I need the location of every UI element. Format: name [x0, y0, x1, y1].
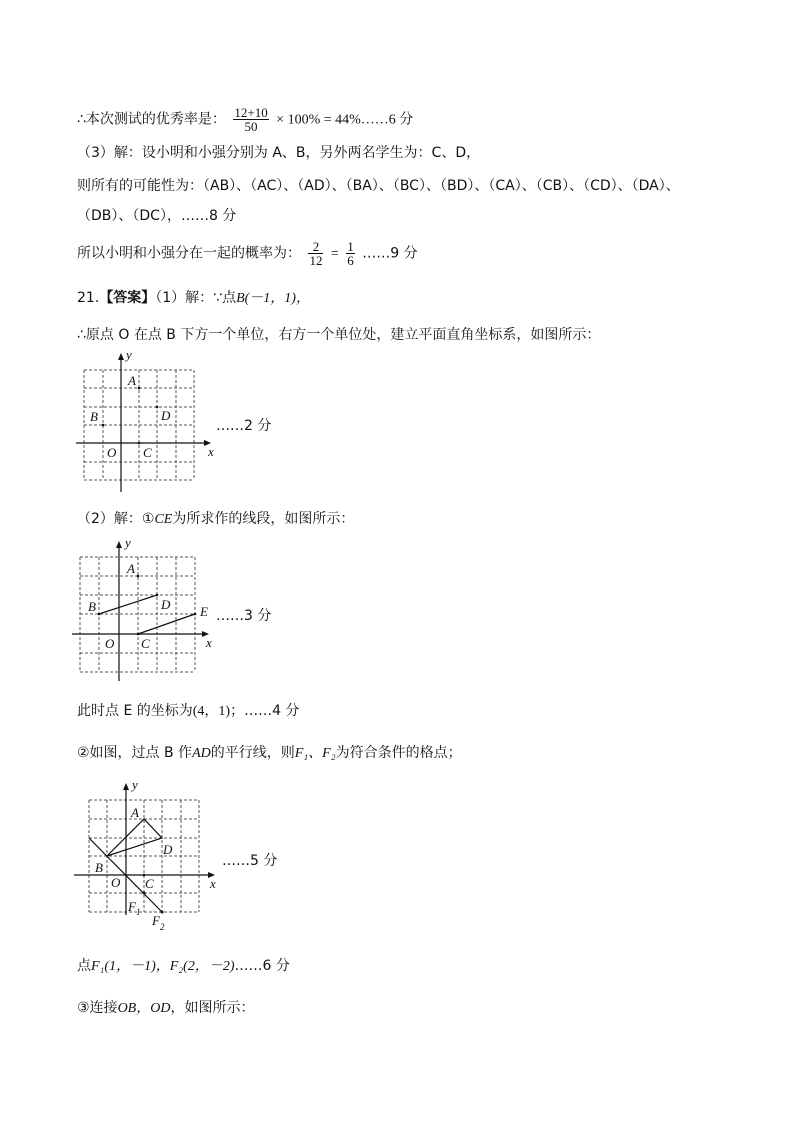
- label-a: A: [127, 561, 135, 576]
- label-x: x: [206, 635, 212, 650]
- line-part2-ce: [77, 510, 354, 529]
- label-d: D: [161, 408, 171, 423]
- question-number: 21.: [77, 290, 100, 306]
- line-possibilities: 则所有的可能性为：（AB）、（AC）、（AD）、（BA）、（BC）、（BD）、（CA）、（CB）、（CD）、（DA）、: [77, 178, 680, 194]
- score-2: ……2 分: [216, 418, 272, 434]
- text-prefix: ③连接: [77, 1000, 118, 1016]
- line-probability: [77, 240, 418, 267]
- fraction-numerator: 12+10: [234, 105, 268, 120]
- label-f1-sub: 1: [136, 907, 141, 917]
- math-f1-f2: F₁、F₂: [294, 746, 336, 761]
- answer-tag: 【答案】: [99, 290, 156, 306]
- label-o: O: [107, 445, 117, 460]
- figure-coordinate-grid-3: [72, 775, 232, 935]
- text-prefix: ②如图，过点 B 作: [77, 745, 193, 761]
- label-o: O: [105, 636, 115, 651]
- label-y: y: [125, 535, 131, 550]
- text-suffix: ，如图所示：: [170, 1000, 255, 1016]
- label-e: E: [200, 604, 208, 619]
- label-c: C: [141, 636, 150, 651]
- label-d: D: [161, 597, 171, 612]
- line-q21-answer: [77, 289, 310, 308]
- math-e-coords: (4，1)；: [192, 704, 245, 719]
- line-f-coordinates: [77, 957, 290, 976]
- text-prefix: 此时点 E 的坐标为: [77, 703, 193, 719]
- fraction-2-12: [308, 240, 323, 267]
- figure-coordinate-grid-2: [72, 535, 222, 683]
- line-possibilities-cont: （DB）、（DC），……8 分: [77, 208, 237, 224]
- fraction-numerator: 1: [347, 239, 354, 254]
- line-e-coordinates: [77, 702, 299, 721]
- text-suffix: ……4 分: [244, 703, 300, 719]
- fraction-numerator: 2: [308, 240, 323, 254]
- label-y: y: [126, 347, 132, 362]
- label-b: B: [90, 409, 98, 424]
- text-body: （1）解：∵点: [155, 290, 237, 306]
- text-middle: 的平行线，则: [210, 745, 295, 761]
- text-suffix: ……6 分: [234, 958, 290, 974]
- math-ob-od: OB，OD: [117, 1001, 171, 1016]
- fraction-denominator: 12: [309, 253, 323, 268]
- line-parallel-ad: [77, 744, 462, 763]
- line-connect-ob-od: [77, 999, 254, 1018]
- line-part3-setup: （3）解：设小明和小强分别为 A、B，另外两名学生为：C、D，: [77, 145, 481, 161]
- label-y: y: [132, 777, 138, 792]
- line-excellent-rate: [77, 106, 413, 133]
- label-b: B: [95, 860, 103, 875]
- text-prefix: 点: [77, 958, 91, 974]
- text-prefix: ∴本次测试的优秀率是：: [77, 111, 226, 128]
- label-x: x: [210, 876, 216, 891]
- segment-bd: [99, 595, 157, 614]
- equals-sign: =: [330, 246, 339, 262]
- text-suffix: 为符合条件的格点；: [335, 745, 462, 761]
- text-prefix: 所以小明和小强分在一起的概率为：: [77, 245, 301, 262]
- text-prefix: （2）解：①: [77, 511, 155, 527]
- label-f2: F: [152, 913, 160, 928]
- label-a: A: [131, 805, 139, 820]
- math-ad: AD: [192, 746, 211, 761]
- label-a: A: [128, 373, 136, 388]
- text-suffix: 为所求作的线段，如图所示：: [172, 511, 355, 527]
- line-origin-description: ∴原点 O 在点 B 下方一个单位，右方一个单位处，建立平面直角坐标系，如图所示：: [77, 327, 601, 343]
- label-c: C: [143, 445, 152, 460]
- label-x: x: [208, 444, 214, 459]
- label-f1: F: [128, 899, 136, 914]
- math-ce: CE: [154, 512, 173, 527]
- figure-coordinate-grid-1: [76, 347, 216, 495]
- text-suffix: × 100% = 44%……6 分: [276, 112, 414, 128]
- fraction-excellent: [233, 106, 268, 133]
- math-f-coords: F₁(1，－1)，F₂(2，－2): [91, 959, 235, 974]
- label-o: O: [111, 875, 121, 890]
- fraction-1-6: [346, 240, 355, 267]
- fraction-denominator: 50: [244, 119, 258, 134]
- label-d: D: [163, 842, 173, 857]
- label-f2-sub: 2: [160, 922, 165, 932]
- label-b: B: [88, 599, 96, 614]
- label-c: C: [145, 876, 154, 891]
- text-suffix: ……9 分: [362, 245, 418, 262]
- score-3: ……3 分: [216, 608, 272, 624]
- segment-ce: [138, 614, 195, 634]
- score-5: ……5 分: [222, 853, 278, 869]
- math-point-b: B(－1，1)，: [236, 291, 310, 306]
- fraction-denominator: 6: [347, 253, 354, 268]
